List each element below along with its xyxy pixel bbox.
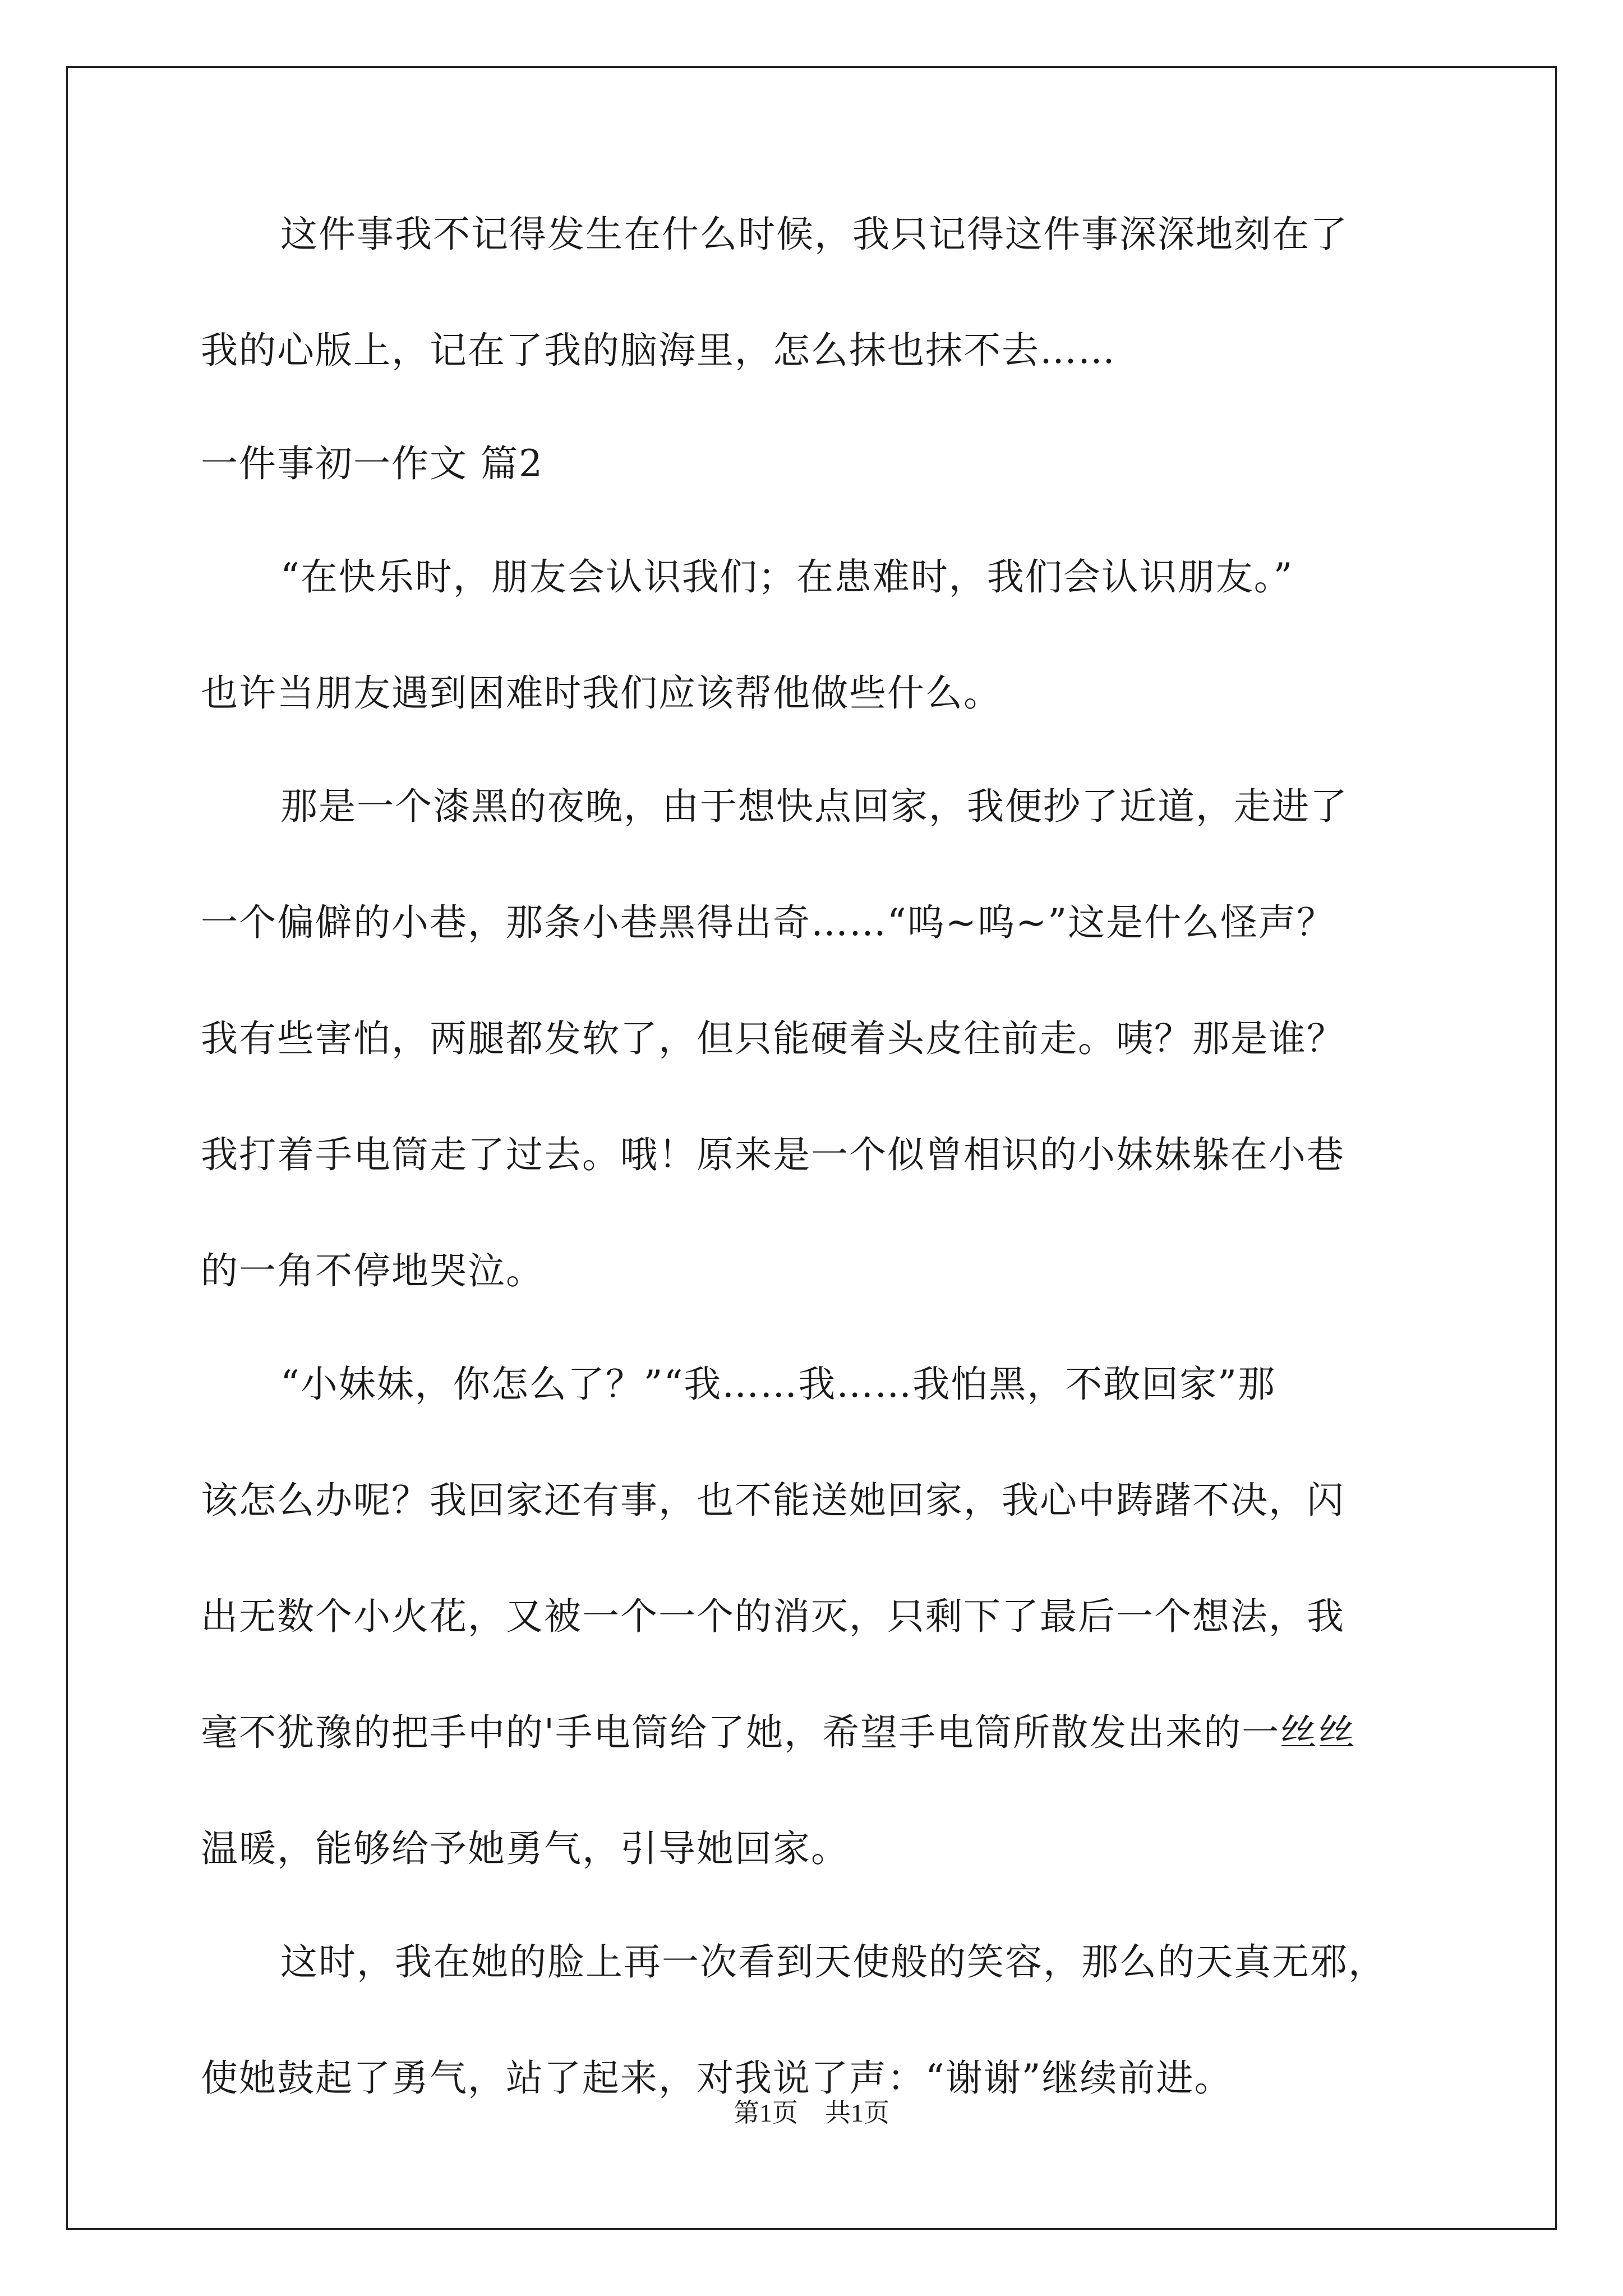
document-body xyxy=(201,209,1435,2104)
paragraph-line: 我的心版上，记在了我的脑海里，怎么抹也抹不去…… xyxy=(201,329,1116,372)
paragraph-line: 也许当朋友遇到困难时我们应该帮他做些什么。 xyxy=(201,671,1002,715)
paragraph-4 xyxy=(201,1359,1435,1874)
paragraph-line: 温暖，能够给予她勇气，引导她回家。 xyxy=(201,1827,849,1870)
paragraph-line: 我有些害怕，两腿都发软了，但只能硬着头皮往前走。咦？那是谁？ xyxy=(201,1017,1345,1060)
paragraph-5 xyxy=(201,1936,1435,2104)
section-heading: 一件事初一作文 篇2 xyxy=(201,442,543,485)
page-number: 第1页 xyxy=(734,2099,798,2127)
paragraph-1 xyxy=(201,209,1435,376)
paragraph-line: 这件事我不记得发生在什么时候，我只记得这件事深深地刻在了 xyxy=(280,213,1348,256)
paragraph-3 xyxy=(201,781,1435,1296)
page-footer xyxy=(0,2096,1623,2130)
paragraph-line: “在快乐时，朋友会认识我们；在患难时，我们会认识朋友。” xyxy=(280,555,1294,599)
paragraph-line: 一个偏僻的小巷，那条小巷黑得出奇……“呜~呜~”这是什么怪声？ xyxy=(201,901,1335,944)
paragraph-line: 出无数个小火花，又被一个一个的消灭，只剩下了最后一个想法，我 xyxy=(201,1595,1345,1638)
paragraph-line: 该怎么办呢？我回家还有事，也不能送她回家，我心中踌躇不决，闪 xyxy=(201,1479,1345,1522)
paragraph-line: 那是一个漆黑的夜晚，由于想快点回家，我便抄了近道，走进了 xyxy=(280,785,1348,828)
paragraph-line: 的一角不停地哭泣。 xyxy=(201,1249,544,1292)
page-total: 共1页 xyxy=(825,2099,889,2127)
paragraph-2 xyxy=(201,551,1435,719)
paragraph-line: 毫不犹豫的把手中的'手电筒给了她，希望手电筒所散发出来的一丝丝 xyxy=(201,1711,1357,1754)
paragraph-line: 这时，我在她的脸上再一次看到天使般的笑容，那么的天真无邪， xyxy=(280,1940,1386,1984)
paragraph-line: “小妹妹，你怎么了？”“我……我……我怕黑，不敢回家”那 xyxy=(280,1363,1276,1406)
paragraph-line: 使她鼓起了勇气，站了起来，对我说了声：“谢谢”继续前进。 xyxy=(201,2056,1233,2100)
paragraph-line: 我打着手电筒走了过去。哦！原来是一个似曾相识的小妹妹躲在小巷 xyxy=(201,1133,1345,1176)
